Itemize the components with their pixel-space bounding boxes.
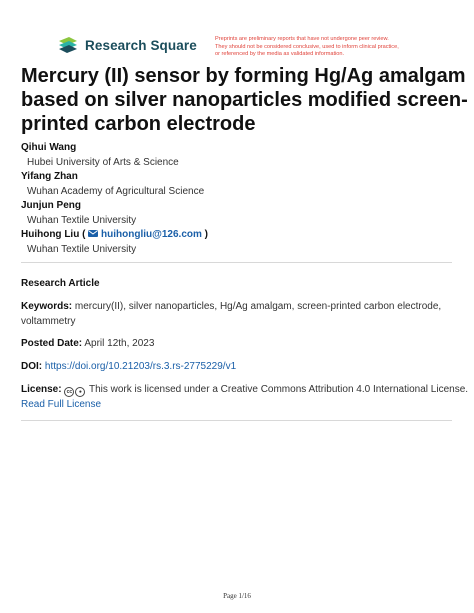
- cc-icon: cc: [64, 387, 74, 397]
- article-type: Research Article: [21, 278, 100, 289]
- keywords-line: voltammetry: [21, 315, 76, 327]
- author-affiliation: Wuhan Academy of Agricultural Science: [27, 185, 205, 197]
- paper-title: [21, 64, 468, 136]
- read-full-license-link[interactable]: Read Full License: [21, 398, 102, 410]
- page-number: Page 1/16: [223, 592, 251, 600]
- author-name: Yifang Zhan: [21, 171, 78, 182]
- logo-text: Research Square: [85, 37, 197, 53]
- section-divider: [21, 420, 452, 421]
- author-list: [21, 141, 208, 257]
- envelope-icon: [88, 230, 98, 237]
- research-square-logo-icon: [57, 36, 79, 54]
- license-label: License:: [21, 384, 62, 395]
- author-name: Huihong Liu: [21, 229, 80, 240]
- preprint-disclaimer: [215, 36, 440, 59]
- posted-date: [21, 337, 154, 352]
- license-text: This work is licensed under a Creative Commons Attribution 4.0 International License.: [86, 384, 469, 395]
- title-line: printed carbon electrode: [21, 113, 256, 135]
- doi-link[interactable]: https://doi.org/10.21203/rs.3.rs-2775229/v1: [44, 361, 237, 372]
- author-email-link[interactable]: [88, 229, 204, 240]
- keywords-block: [21, 300, 441, 329]
- title-line: based on silver nanoparticles modified screen-: [21, 89, 468, 111]
- author-affiliation: Wuhan Textile University: [27, 214, 137, 226]
- paren-close: ): [204, 229, 209, 240]
- posted-date-value: April 12th, 2023: [82, 338, 155, 349]
- posted-date-label: Posted Date:: [21, 338, 83, 349]
- doi-block: [21, 360, 236, 375]
- title-line: Mercury (II) sensor by forming Hg/Ag amalgam: [21, 65, 466, 87]
- corresponding-author: [21, 228, 208, 243]
- author-affiliation: Hubei University of Arts & Science: [27, 156, 179, 168]
- keywords-line: mercury(II), silver nanoparticles, Hg/Ag amalgam, screen-printed carbon electrode,: [72, 301, 442, 312]
- disclaimer-line: They should not be considered conclusive, used to inform clinical practice,: [215, 43, 399, 50]
- author-email: huihongliu@126.com: [101, 229, 202, 240]
- author-affiliation: Wuhan Textile University: [27, 243, 137, 255]
- by-icon: ●: [75, 387, 85, 397]
- keywords-label: Keywords:: [21, 301, 73, 312]
- paren-open: (: [82, 229, 86, 240]
- license-block: [21, 383, 468, 412]
- disclaimer-line: Preprints are preliminary reports that have not undergone peer review.: [215, 36, 389, 42]
- author-name: Qihui Wang: [21, 142, 77, 153]
- author-name: Junjun Peng: [21, 200, 81, 211]
- research-square-logo[interactable]: [57, 36, 197, 54]
- disclaimer-line: or referenced by the media as validated information.: [215, 51, 345, 58]
- section-divider: [21, 262, 452, 263]
- doi-label: DOI:: [21, 361, 43, 372]
